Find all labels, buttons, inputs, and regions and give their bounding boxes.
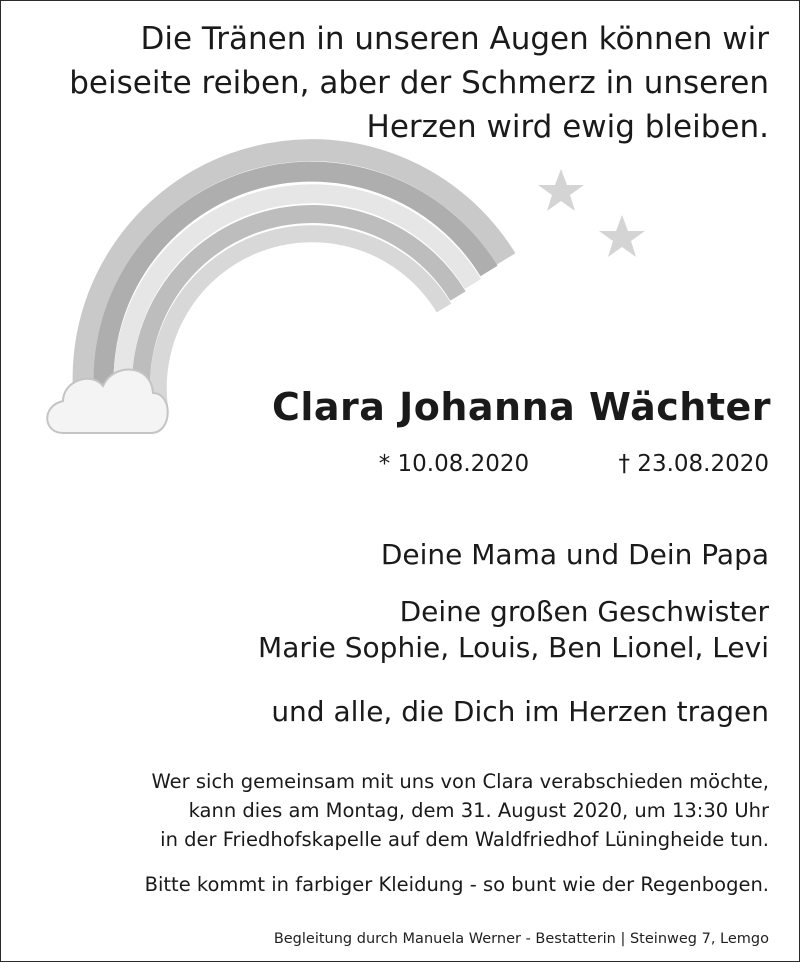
star-icon — [599, 215, 645, 257]
birth-date: * 10.08.2020 — [378, 451, 530, 477]
rainbow-icon — [84, 150, 506, 411]
quote-line: Die Tränen in unseren Augen können wir — [140, 21, 769, 57]
family-parents — [69, 537, 769, 573]
star-icon — [538, 169, 584, 211]
quote-line: beiseite reiben, aber der Schmerz in unseren — [69, 65, 769, 101]
life-dates — [379, 451, 769, 477]
family-line: Deine Mama und Dein Papa — [380, 538, 769, 571]
deceased-name: Clara Johanna Wächter — [271, 385, 771, 429]
notice-line: kann dies am Montag, dem 31. August 2020, um 13:30 Uhr — [188, 799, 769, 822]
funeral-director-footer: Begleitung durch Manuela Werner - Bestatterin | Steinweg 7, Lemgo — [273, 931, 769, 947]
family-line: Marie Sophie, Louis, Ben Lionel, Levi — [258, 631, 769, 664]
family-siblings — [69, 594, 769, 666]
family-others — [69, 694, 769, 730]
notice-line: in der Friedhofskapelle auf dem Waldfriedhof Lüningheide tun. — [160, 828, 769, 851]
death-date: † 23.08.2020 — [618, 451, 769, 477]
family-line: und alle, die Dich im Herzen tragen — [271, 695, 769, 728]
clothing-request: Bitte kommt in farbiger Kleidung - so bunt wie der Regenbogen. — [144, 873, 769, 896]
quote-line: Herzen wird ewig bleiben. — [366, 109, 769, 145]
notice-line: Wer sich gemeinsam mit uns von Clara verabschieden möchte, — [151, 770, 769, 793]
farewell-notice — [29, 767, 769, 854]
family-line: Deine großen Geschwister — [399, 595, 769, 628]
